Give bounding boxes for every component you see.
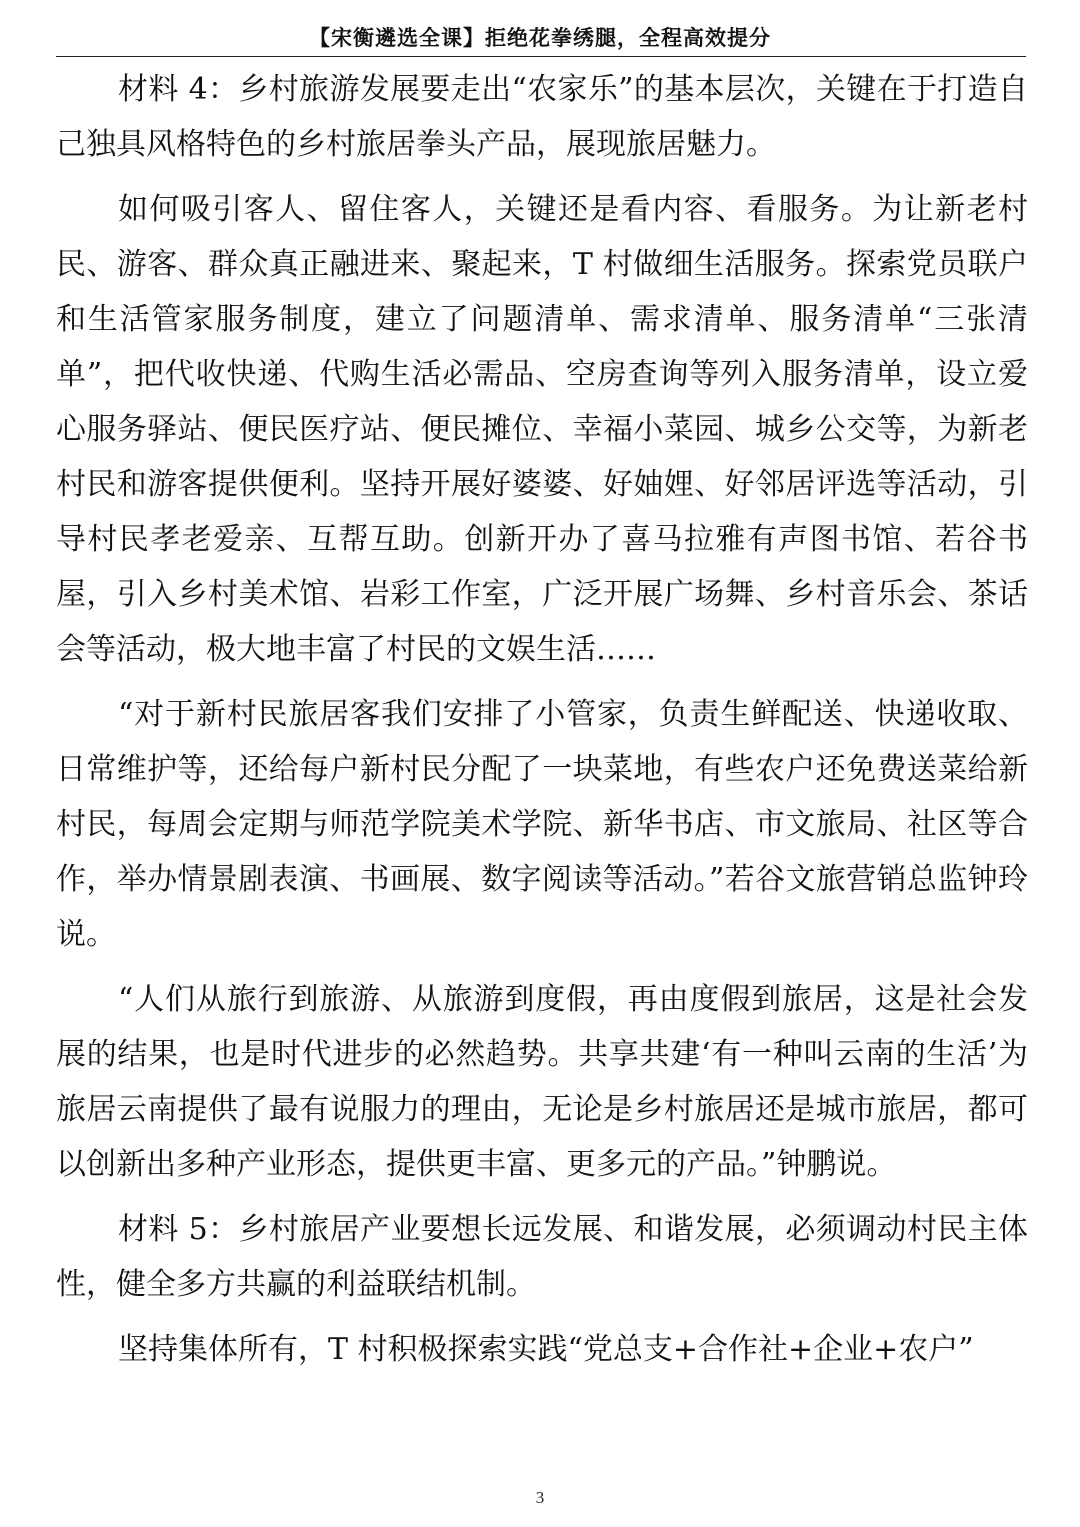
- header-divider: [56, 56, 1026, 57]
- paragraph-material-5: 材料 5：乡村旅居产业要想长远发展、和谐发展，必须调动村民主体性，健全多方共赢的利益联结机制。: [56, 1212, 1028, 1302]
- paragraph-quote-zhongling: “对于新村民旅居客我们安排了小管家，负责生鲜配送、快递收取、日常维护等，还给每户新村民分配了一块菜地，有些农户还免费送菜给新村民，每周会定期与师范学院美术学院、新华书店、市文旅局、社区等合作，举办情景剧表演、书画展、数字阅读等活动。”若谷文旅营销总监钟玲说。: [56, 697, 1028, 952]
- page-number: 3: [535, 1488, 545, 1507]
- page-header-title: 【宋衡遴选全课】拒绝花拳绣腿，全程高效提分: [309, 26, 771, 50]
- paragraph-quote-zhongpeng: “人们从旅行到旅游、从旅游到度假，再由度假到旅居，这是社会发展的结果，也是时代进步的必然趋势。共享共建‘有一种叫云南的生活’为旅居云南提供了最有说服力的理由，无论是乡村旅居还是城市旅居，都可以创新出多种产业形态，提供更丰富、更多元的产品。”钟鹏说。: [56, 982, 1028, 1182]
- document-body: [56, 62, 1028, 1377]
- paragraph-material-4: 材料 4：乡村旅游发展要走出“农家乐”的基本层次，关键在于打造自己独具风格特色的乡村旅居拳头产品，展现旅居魅力。: [56, 72, 1028, 162]
- paragraph-services: 如何吸引客人、留住客人，关键还是看内容、看服务。为让新老村民、游客、群众真正融进来、聚起来，T 村做细生活服务。探索党员联户和生活管家服务制度，建立了问题清单、需求清单、服务清单“三张清单”，把代收快递、代购生活必需品、空房查询等列入服务清单，设立爱心服务驿站、便民医疗站、便民摊位、幸福小菜园、城乡公交等，为新老村民和游客提供便利。坚持开展好婆婆、好妯娌、好邻居评选等活动，引导村民孝老爱亲、互帮互助。创新开办了喜马拉雅有声图书馆、若谷书屋，引入乡村美术馆、岩彩工作室，广泛开展广场舞、乡村音乐会、茶话会等活动，极大地丰富了村民的文娱生活……: [56, 192, 1028, 667]
- paragraph-collective: 坚持集体所有，T 村积极探索实践“党总支+合作社+企业+农户”: [118, 1332, 974, 1367]
